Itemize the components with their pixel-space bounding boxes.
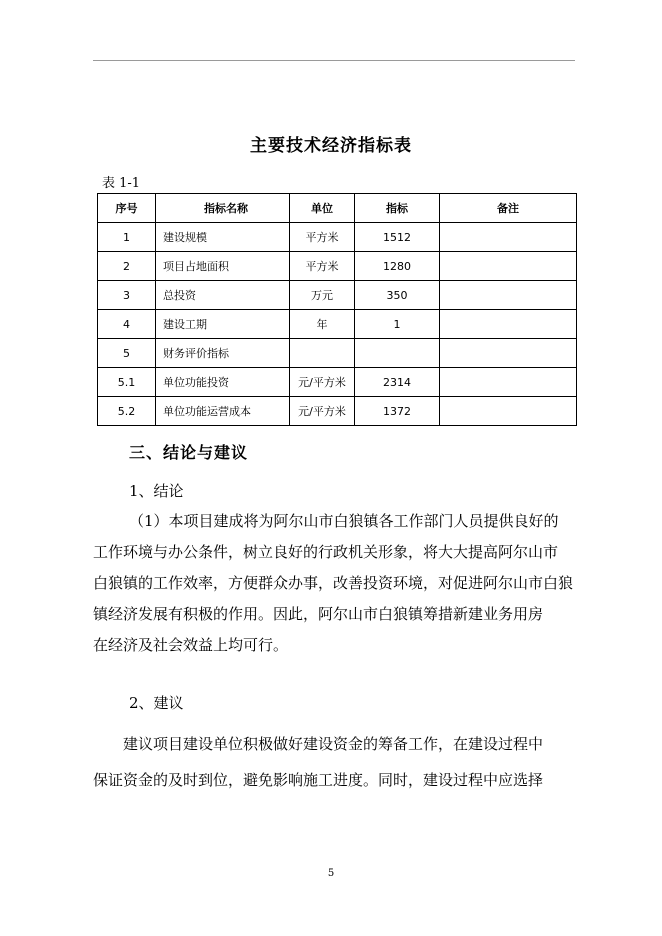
table-row — [98, 310, 577, 339]
suggestion-heading: 2、建议 — [129, 694, 184, 712]
cell-unit: 元/平方米 — [290, 368, 355, 397]
header-note: 备注 — [440, 194, 577, 223]
cell-value: 1372 — [355, 397, 440, 426]
cell-value: 2314 — [355, 368, 440, 397]
conclusion-heading: 1、结论 — [129, 482, 184, 500]
paragraph-line: （1）本项目建成将为阿尔山市白狼镇各工作部门人员提供良好的 — [129, 512, 559, 530]
header-unit: 单位 — [290, 194, 355, 223]
cell-value: 1280 — [355, 252, 440, 281]
suggestion-paragraph — [93, 726, 583, 798]
cell-unit: 万元 — [290, 281, 355, 310]
cell-note — [440, 339, 577, 368]
cell-seq: 3 — [98, 281, 156, 310]
cell-note — [440, 252, 577, 281]
paragraph-line: 在经济及社会效益上均可行。 — [93, 636, 289, 654]
section-heading: 三、结论与建议 — [129, 443, 249, 462]
cell-name: 单位功能投资 — [156, 368, 290, 397]
conclusion-paragraph — [93, 506, 583, 661]
cell-seq: 1 — [98, 223, 156, 252]
table-row — [98, 368, 577, 397]
cell-value: 1512 — [355, 223, 440, 252]
cell-note — [440, 310, 577, 339]
indicator-table — [97, 193, 577, 426]
header-seq: 序号 — [98, 194, 156, 223]
cell-seq: 2 — [98, 252, 156, 281]
header-name: 指标名称 — [156, 194, 290, 223]
table-row — [98, 223, 577, 252]
cell-name: 项目占地面积 — [156, 252, 290, 281]
cell-seq: 5.1 — [98, 368, 156, 397]
table-row — [98, 281, 577, 310]
page-number: 5 — [327, 868, 335, 879]
cell-value: 350 — [355, 281, 440, 310]
cell-name: 总投资 — [156, 281, 290, 310]
cell-note — [440, 397, 577, 426]
cell-note — [440, 368, 577, 397]
cell-name: 单位功能运营成本 — [156, 397, 290, 426]
cell-value — [355, 339, 440, 368]
cell-unit: 平方米 — [290, 223, 355, 252]
cell-unit: 平方米 — [290, 252, 355, 281]
paragraph-line: 镇经济发展有积极的作用。因此，阿尔山市白狼镇筹措新建业务用房 — [93, 605, 544, 623]
paragraph-line: 建议项目建设单位积极做好建设资金的筹备工作，在建设过程中 — [123, 735, 544, 753]
table-header-row — [98, 194, 577, 223]
paragraph-line: 工作环境与办公条件，树立良好的行政机关形象，将大大提高阿尔山市 — [93, 543, 559, 561]
cell-name: 建设规模 — [156, 223, 290, 252]
header-rule — [93, 60, 575, 61]
paragraph-line: 白狼镇的工作效率，方便群众办事，改善投资环境，对促进阿尔山市白狼 — [93, 574, 574, 592]
cell-note — [440, 223, 577, 252]
table-label: 表 1-1 — [102, 176, 141, 191]
cell-name: 建设工期 — [156, 310, 290, 339]
table-row — [98, 339, 577, 368]
cell-note — [440, 281, 577, 310]
paragraph-line: 保证资金的及时到位，避免影响施工进度。同时，建设过程中应选择 — [93, 771, 544, 789]
cell-value: 1 — [355, 310, 440, 339]
cell-seq: 5.2 — [98, 397, 156, 426]
cell-unit: 年 — [290, 310, 355, 339]
cell-name: 财务评价指标 — [156, 339, 290, 368]
table-row — [98, 252, 577, 281]
cell-unit — [290, 339, 355, 368]
cell-seq: 4 — [98, 310, 156, 339]
cell-unit: 元/平方米 — [290, 397, 355, 426]
cell-seq: 5 — [98, 339, 156, 368]
header-value: 指标 — [355, 194, 440, 223]
page-title: 主要技术经济指标表 — [250, 136, 412, 156]
table-row — [98, 397, 577, 426]
